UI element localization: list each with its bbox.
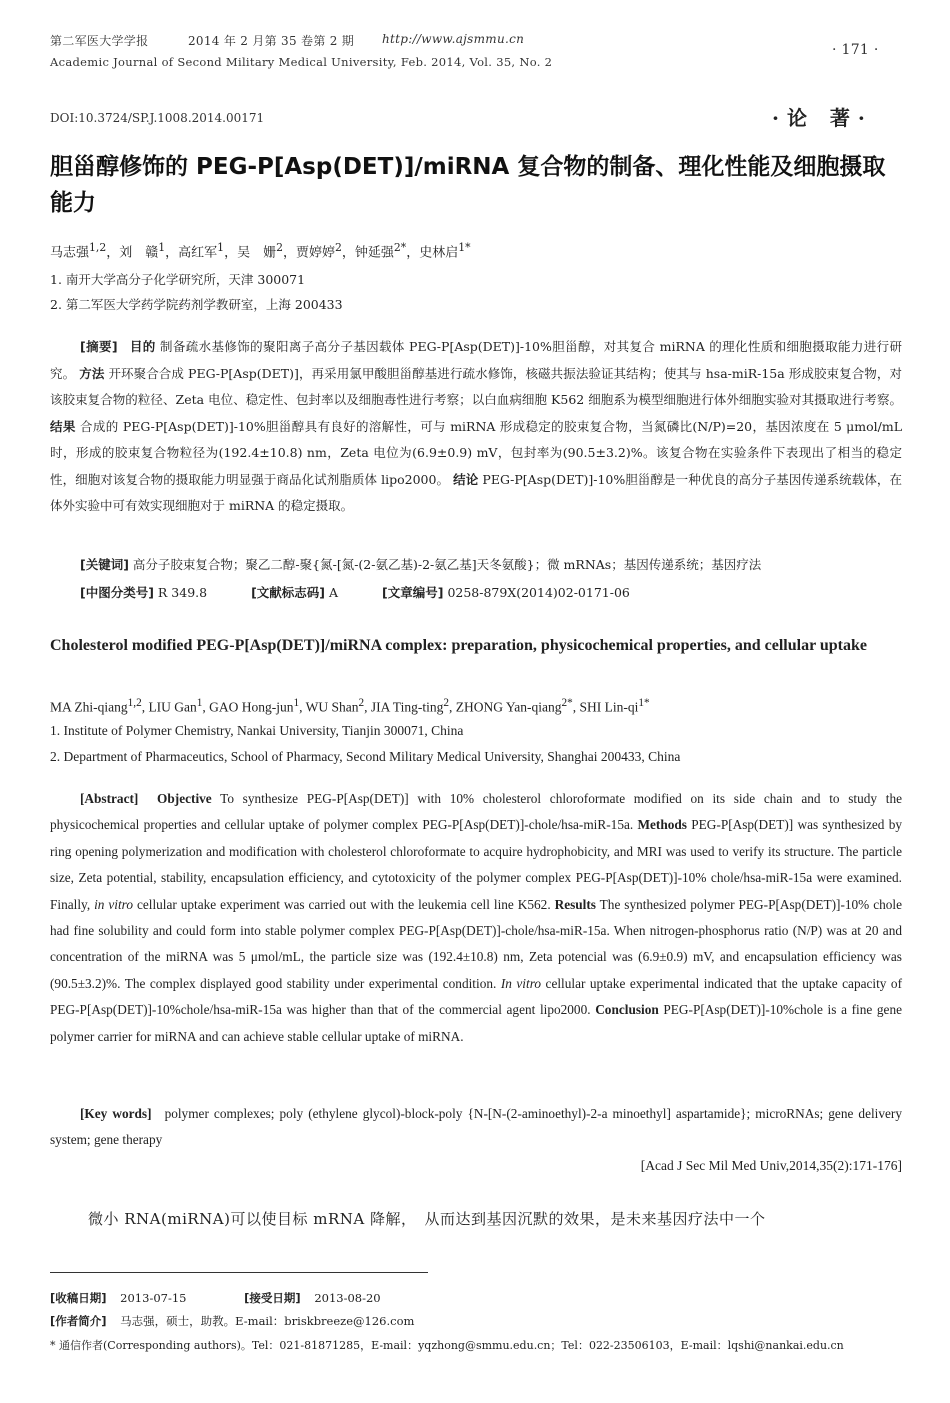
methods-label-cn: 方法 [79,365,105,381]
bio-label: [作者简介] [50,1314,107,1328]
keywords-label-cn: [关键词] [80,557,129,572]
keywords-cn [80,552,902,579]
issue-info-cn: 2014 年 2 月第 35 卷第 2 期 [188,34,355,48]
conclusion-label-cn: 结论 [453,471,479,487]
methods-italic-en: in vitro [94,896,133,912]
doc-code-label: [文献标志码] [251,585,326,600]
received-date: 2013-07-15 [120,1291,187,1305]
keywords-label-en: [Key words] [80,1106,152,1121]
results-text-en: The synthesized polymer PEG-P[Asp(DET)]-10% chole had fine solubility and could form into stable polymer complex PEG-P[Asp(DET)]-chole/hsa-miR-15a. When nitrogen-phosphorus ratio (N/P) was at 20 and concentration of the miRNA was 5 μmol/mL, the particle size was (192.4±10.8) nm, Zeta potencial was (6.9±0.9) mV, and encapsulation efficiency was (90.5±3.2)%. The complex displayed good stability under experimental condition. [50,896,902,991]
keywords-en [50,1101,902,1154]
page-number: · 171 · [832,42,879,58]
classification-row [80,580,630,607]
results-label-cn: 结果 [50,418,76,434]
corresponding-authors: * 通信作者(Corresponding authors)。Tel：021-81871285，E-mail：yqzhong@smmu.edu.cn；Tel：022-23506103，E-mail：lqshi@nankai.edu.cn [50,1339,844,1352]
affiliation-en-2: 2. Department of Pharmaceutics, School of Pharmacy, Second Military Medical University, Shanghai 200433, China [50,749,681,764]
received-label: [收稿日期] [50,1291,107,1305]
citation: [Acad J Sec Mil Med Univ,2014,35(2):171-176] [640,1158,902,1173]
keywords-text-cn: 高分子胶束复合物；聚乙二醇-聚{氮-[氮-(2-氨乙基)-2-氨乙基]天冬氨酸}；微 mRNAs；基因传递系统；基因疗法 [132,557,762,572]
authors-cn: 马志强$^{1,2}$，刘 赣$^1$，高红军$^1$，吴 姗$^2$，贾婷婷$^2$，钟延强$^{2*}$，史林启$^{1*}$ [50,241,471,261]
journal-name-en: Academic Journal of Second Military Medical University, Feb. 2014, Vol. 35, No. 2 [50,55,553,69]
section-label: ·论 著· [772,106,873,130]
article-no-value: 0258-879X(2014)02-0171-06 [447,585,630,600]
objective-label-cn: 目的 [129,339,156,354]
dates-row [50,1290,381,1306]
results-text-cn: 合成的 PEG-P[Asp(DET)]-10%胆甾醇具有良好的溶解性，可与 miRNA 形成稳定的胶束复合物，当氮磷比(N/P)=20，基因浓度在 5 μmol/mL 时，形成的胶束复合物粒径为(192.4±10.8) nm，Zeta 电位为(6.9±0.9) mV，包封率为(90.5±3.2)%。该复合物在实验条件下表现出了相当的稳定性，细胞对该复合物的摄取能力明显强于商品化试剂脂质体 lipo2000。 [50,418,902,487]
keywords-text-en: polymer complexes; poly (ethylene glycol)-block-poly {N-[N-(2-aminoethyl)-2-a minoethyl] aspartamide}; microRNAs; gene delivery system; gene therapy [50,1106,902,1148]
clc-label: [中图分类号] [80,585,154,600]
authors-en: MA Zhi-qiang$^{1,2}$, LIU Gan$^1$, GAO Hong-jun$^1$, WU Shan$^2$, JIA Ting-ting$^2$, ZHONG Yan-qiang$^{2*}$, SHI Lin-$qi^{1*}$ [50,697,650,715]
methods-text-en: PEG-P[Asp(DET)] was synthesized by ring opening polymerization and modification with cholesterol chloroformate to acquire hydrophobicity, and MRI was used to verify its structure. The particle size, Zeta potential, stability, encapsulation efficiency, and cytotoxicity of the polymer complex PEG-P[Asp(DET)]-10% chole/hsa-miR-15a were examined. Finally, [50,817,903,912]
results-label-en: Results [554,896,596,912]
affiliation-cn-2: 2. 第二军医大学药学院药剂学教研室，上海 200433 [50,297,343,312]
affiliation-en-1: 1. Institute of Polymer Chemistry, Nankai University, Tianjin 300071, China [50,723,464,738]
abstract-cn-label: [摘要] [80,339,118,354]
methods-label-en: Methods [637,817,687,833]
title-en: Cholesterol modified PEG-P[Asp(DET)]/miRNA complex: preparation, physicochemical properties, and cellular uptake [50,637,868,654]
affiliation-cn-1: 1. 南开大学高分子化学研究所，天津 300071 [50,272,306,287]
conclusion-text-cn: PEG-P[Asp(DET)]-10%胆甾醇是一种优良的高分子基因传递系统载体，在体外实验中可有效实现细胞对于 miRNA 的稳定摄取。 [50,471,902,513]
bio-text: 马志强，硕士，助教。E-mail：briskbreeze@126.com [120,1314,415,1328]
accepted-date: 2013-08-20 [314,1291,381,1305]
methods-tail-en: cellular uptake experiment was carried out with the leukemia cell line K562. [136,896,551,912]
conclusion-label-en: Conclusion [595,1002,659,1018]
title-cn: 胆甾醇修饰的 PEG-P[Asp(DET)]/miRNA 复合物的制备、理化性能及细胞摄取能力 [50,154,886,216]
footnote-divider [50,1272,428,1273]
doi[interactable]: DOI:10.3724/SP.J.1008.2014.00171 [50,111,265,125]
accepted-label: [接受日期] [244,1291,301,1305]
article-no-label: [文章编号] [382,585,444,600]
body-first-line: 微小 RNA(miRNA)可以使目标 mRNA 降解， 从而达到基因沉默的效果，是未来基因疗法中一个 [88,1210,766,1228]
abstract-cn [50,334,902,520]
abstract-en-label: [Abstract] [80,791,139,806]
conclusion-text-en: PEG-P[Asp(DET)]-10%chole is a fine gene polymer carrier for miRNA and can achieve stable cellular uptake of miRNA. [50,1002,903,1044]
methods-text-cn: 开环聚合合成 PEG-P[Asp(DET)]，再采用氯甲酸胆甾醇基进行疏水修饰，核磁共振法验证其结构；使其与 hsa-miR-15a 形成胶束复合物，对该胶束复合物的粒径、Zeta 电位、稳定性、包封率以及细胞毒性进行考察；以白血病细胞 K562 细胞系为模型细胞进行体外细胞实验对其摄取进行考察。 [50,365,902,407]
journal-url[interactable]: http://www.ajsmmu.cn [382,32,525,46]
journal-name-cn: 第二军医大学学报 [50,34,149,48]
doc-code-value: A [329,585,339,600]
objective-label-en: Objective [157,791,212,806]
clc-value: R 349.8 [157,585,208,600]
results-tail-en: cellular uptake experimental indicated that the uptake capacity of PEG-P[Asp(DET)]-10%chole/hsa-miR-15a was higher than that of the commercial agent lipo2000. [50,975,903,1018]
results-italic-en: In vitro [500,975,542,991]
objective-text-en: To synthesize PEG-P[Asp(DET)] with 10% cholesterol chloroformate modified on its side chain and to study the physicochemical properties and cellular uptake of polymer complex PEG-P[Asp(DET)]-chole/hsa-miR-15a. [50,791,902,833]
abstract-en [50,786,902,1050]
author-bio-row [50,1313,414,1329]
objective-text-cn: 制备疏水基修饰的聚阳离子高分子基因载体 PEG-P[Asp(DET)]-10%胆甾醇，对其复合 miRNA 的理化性质和细胞摄取能力进行研究。 [50,339,902,381]
